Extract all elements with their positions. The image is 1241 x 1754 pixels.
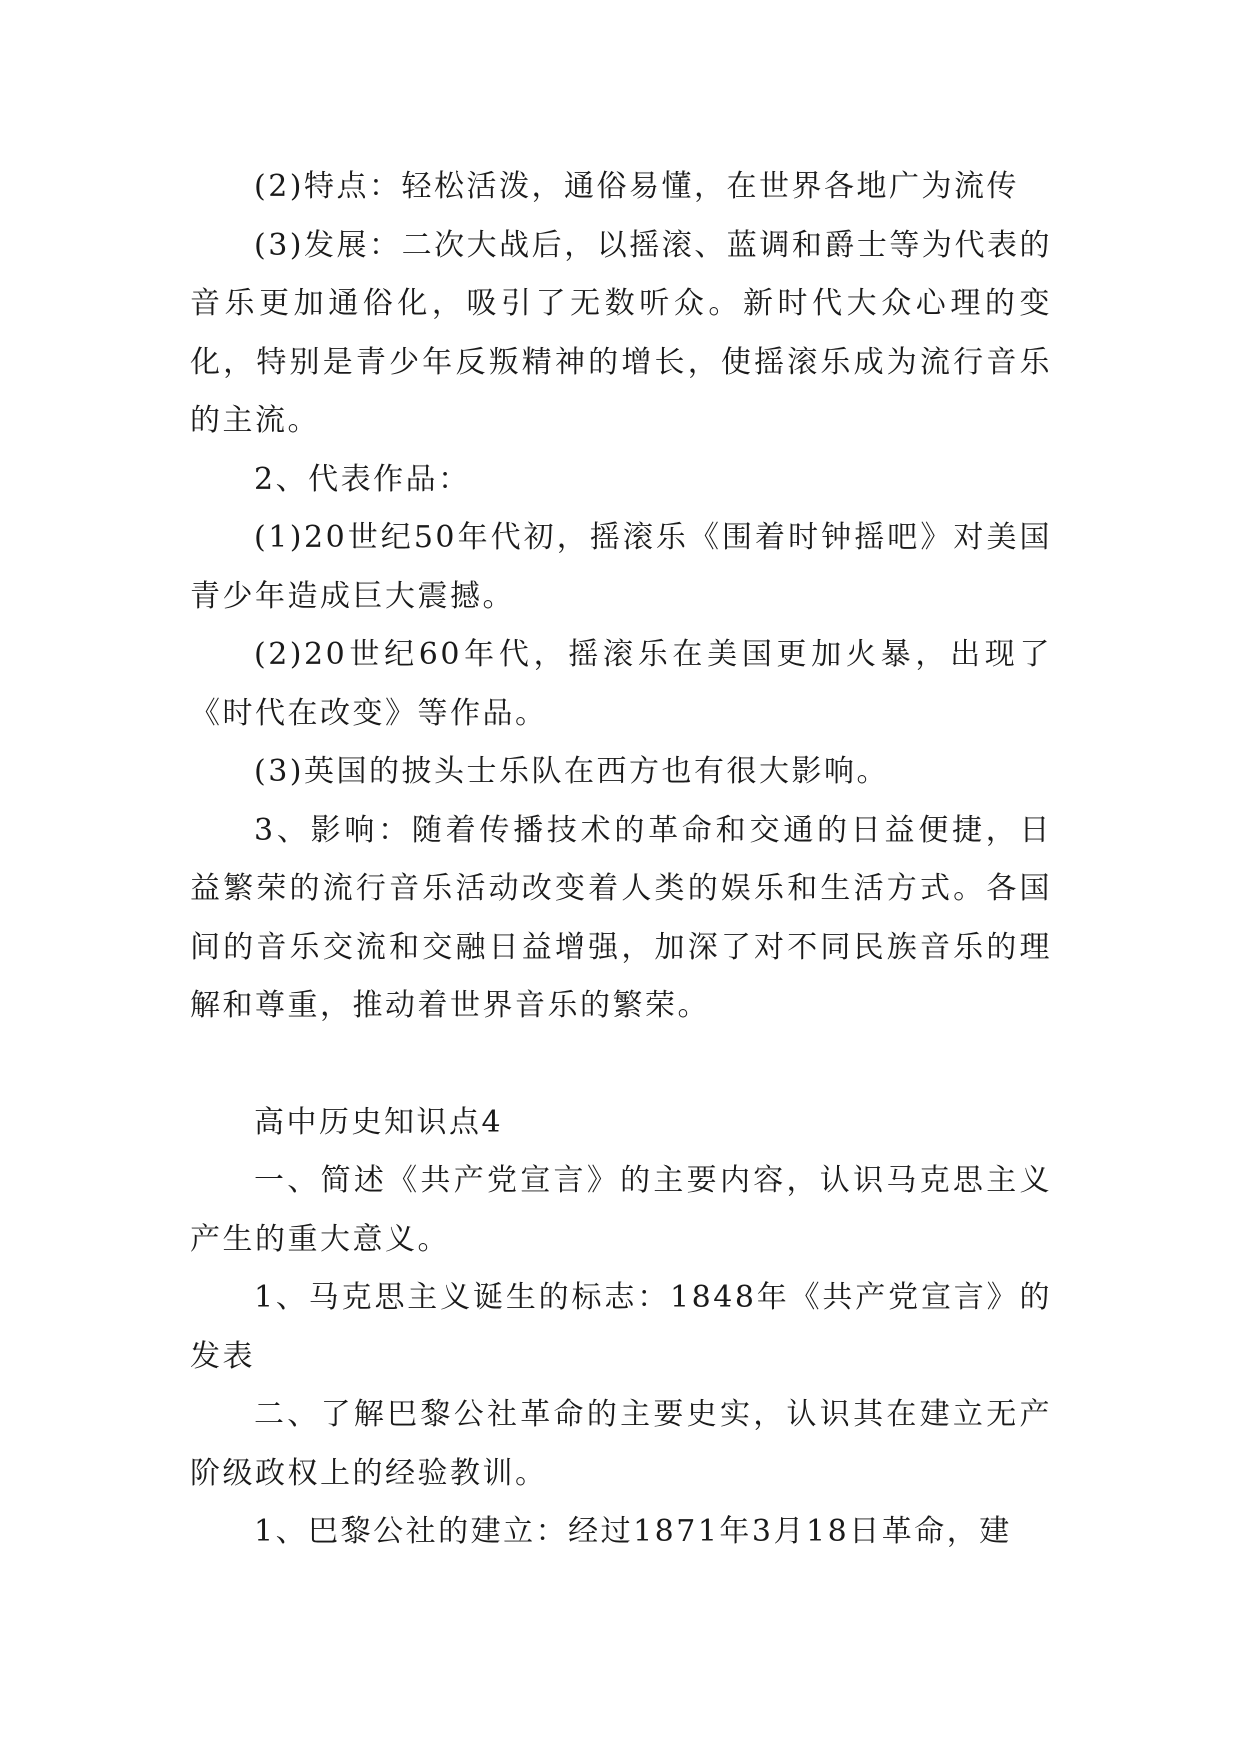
paragraph-paris-commune: 二、了解巴黎公社革命的主要史实，认识其在建立无产阶级政权上的经验教训。: [190, 1397, 1052, 1491]
section-title: 高中历史知识点4: [254, 1104, 504, 1140]
paragraph-features: (2)特点：轻松活泼，通俗易懂，在世界各地广为流传: [254, 169, 1019, 204]
section-spacer: [190, 1036, 1052, 1094]
paragraph-work-1950s: (1)20世纪50年代初，摇滚乐《围着时钟摇吧》对美国青少年造成巨大震撼。: [190, 520, 1052, 614]
paragraph-commune-establishment: 1、巴黎公社的建立：经过1871年3月18日革命，建: [254, 1514, 1012, 1549]
paragraph-marxism-birth: 1、马克思主义诞生的标志：1848年《共产党宣言》的发表: [190, 1280, 1052, 1374]
paragraph-work-1960s: (2)20世纪60年代，摇滚乐在美国更加火暴，出现了《时代在改变》等作品。: [190, 637, 1052, 731]
paragraph-influence: 3、影响：随着传播技术的革命和交通的日益便捷，日益繁荣的流行音乐活动改变着人类的娱乐和生活方式。各国间的音乐交流和交融日益增强，加深了对不同民族音乐的理解和尊重，推动着世界音乐的繁荣。: [190, 812, 1052, 1023]
paragraph-development: (3)发展：二次大战后，以摇滚、蓝调和爵士等为代表的音乐更加通俗化，吸引了无数听众。新时代大众心理的变化，特别是青少年反叛精神的增长，使摇滚乐成为流行音乐的主流。: [190, 227, 1052, 438]
document-body: [190, 158, 1052, 1562]
paragraph-beatles: (3)英国的披头士乐队在西方也有很大影响。: [254, 754, 889, 789]
paragraph-representative-works-heading: 2、代表作品：: [254, 461, 471, 497]
paragraph-communist-manifesto: 一、简述《共产党宣言》的主要内容，认识马克思主义产生的重大意义。: [190, 1163, 1052, 1257]
